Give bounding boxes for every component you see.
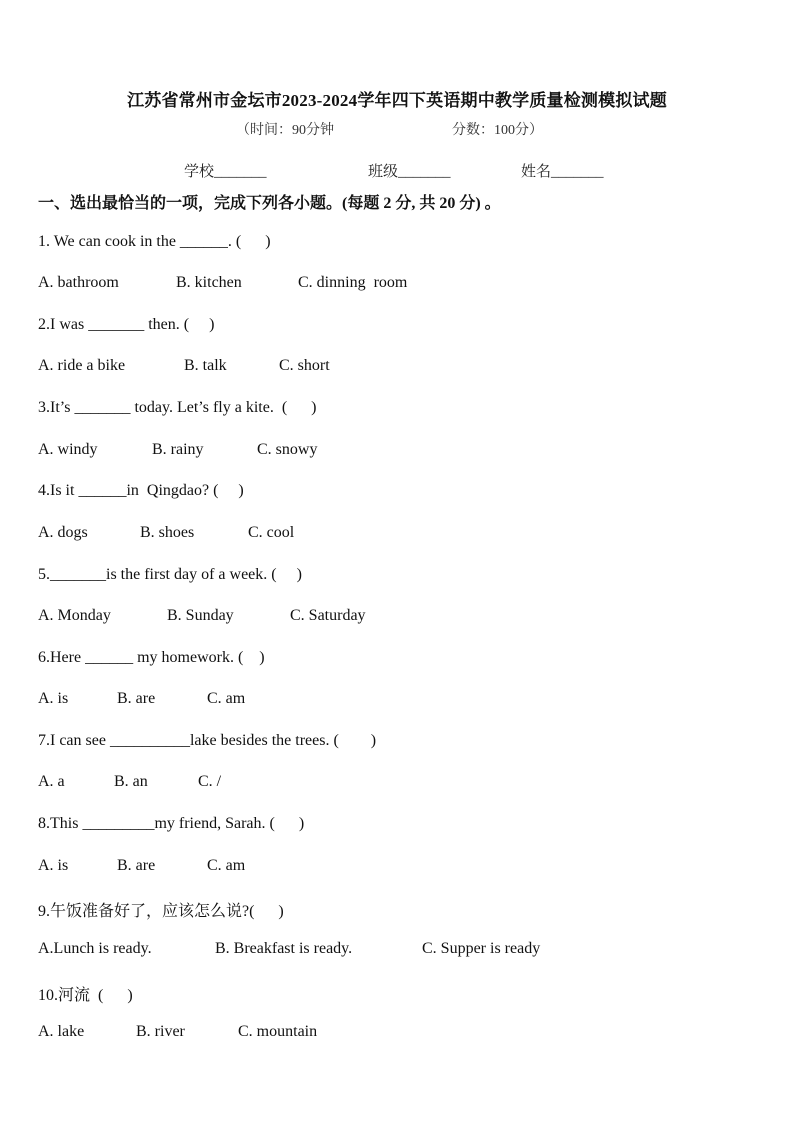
option-c: C. cool — [248, 524, 295, 541]
question-8-options — [38, 857, 758, 879]
option-a: A. ride a bike — [38, 357, 126, 374]
option-a: A. dogs — [38, 524, 88, 541]
option-c: C. am — [207, 690, 246, 707]
option-c: C. Supper is ready — [422, 940, 541, 957]
option-b: B. are — [117, 690, 156, 707]
exam-time: （时间：90分钟 — [236, 123, 334, 138]
exam-title: 江苏省常州市金坛市2023-2024学年四下英语期中教学质量检测模拟试题 — [127, 91, 667, 110]
class-field: 班级_______ — [368, 164, 451, 180]
option-c: C. mountain — [238, 1023, 318, 1040]
question-1: 1. We can cook in the ______. ( ) — [38, 233, 271, 250]
question-4: 4.Is it ______in Qingdao? ( ) — [38, 482, 244, 499]
question-9-options — [38, 940, 758, 962]
question-5-options — [38, 607, 758, 629]
school-field: 学校_______ — [184, 164, 267, 180]
option-c: C. am — [207, 857, 246, 874]
option-a: A. Monday — [38, 607, 111, 624]
section-heading: 一、选出最恰当的一项，完成下列各小题。(每题 2 分, 共 20 分) 。 — [38, 195, 501, 212]
exam-info — [0, 119, 794, 137]
exam-score: 分数：100分） — [452, 123, 543, 138]
option-a: A.Lunch is ready. — [38, 940, 152, 957]
question-4-options — [38, 524, 758, 546]
option-b: B. shoes — [140, 524, 195, 541]
option-b: B. rainy — [152, 441, 204, 458]
option-a: A. a — [38, 773, 65, 790]
option-c: C. / — [198, 773, 222, 790]
option-b: B. are — [117, 857, 156, 874]
option-a: A. is — [38, 690, 69, 707]
option-b: B. Breakfast is ready. — [215, 940, 353, 957]
question-6-options — [38, 690, 758, 712]
option-a: A. windy — [38, 441, 98, 458]
option-b: B. an — [114, 773, 148, 790]
option-c: C. short — [279, 357, 330, 374]
question-9: 9.午饭准备好了，应该怎么说?( ) — [38, 903, 284, 920]
name-field: 姓名_______ — [521, 164, 604, 180]
option-b: B. Sunday — [167, 607, 234, 624]
question-5: 5._______is the first day of a week. ( ) — [38, 566, 302, 583]
option-a: A. bathroom — [38, 274, 119, 291]
question-10-options — [38, 1023, 758, 1045]
question-2-options — [38, 357, 758, 379]
question-6: 6.Here ______ my homework. ( ) — [38, 649, 265, 666]
question-3-options — [38, 441, 758, 463]
option-a: A. lake — [38, 1023, 85, 1040]
option-b: B. river — [136, 1023, 185, 1040]
option-c: C. dinning room — [298, 274, 408, 291]
option-a: A. is — [38, 857, 69, 874]
student-info-fields — [0, 160, 794, 180]
question-1-options — [38, 274, 758, 296]
option-b: B. kitchen — [176, 274, 242, 291]
option-c: C. Saturday — [290, 607, 366, 624]
option-b: B. talk — [184, 357, 227, 374]
question-3: 3.It’s _______ today. Let’s fly a kite. ( ) — [38, 399, 317, 416]
question-8: 8.This _________my friend, Sarah. ( ) — [38, 815, 305, 832]
option-c: C. snowy — [257, 441, 318, 458]
question-7-options — [38, 773, 758, 795]
question-7: 7.I can see __________lake besides the trees. ( ) — [38, 732, 377, 749]
question-2: 2.I was _______ then. ( ) — [38, 316, 215, 333]
question-10: 10.河流 ( ) — [38, 987, 133, 1004]
